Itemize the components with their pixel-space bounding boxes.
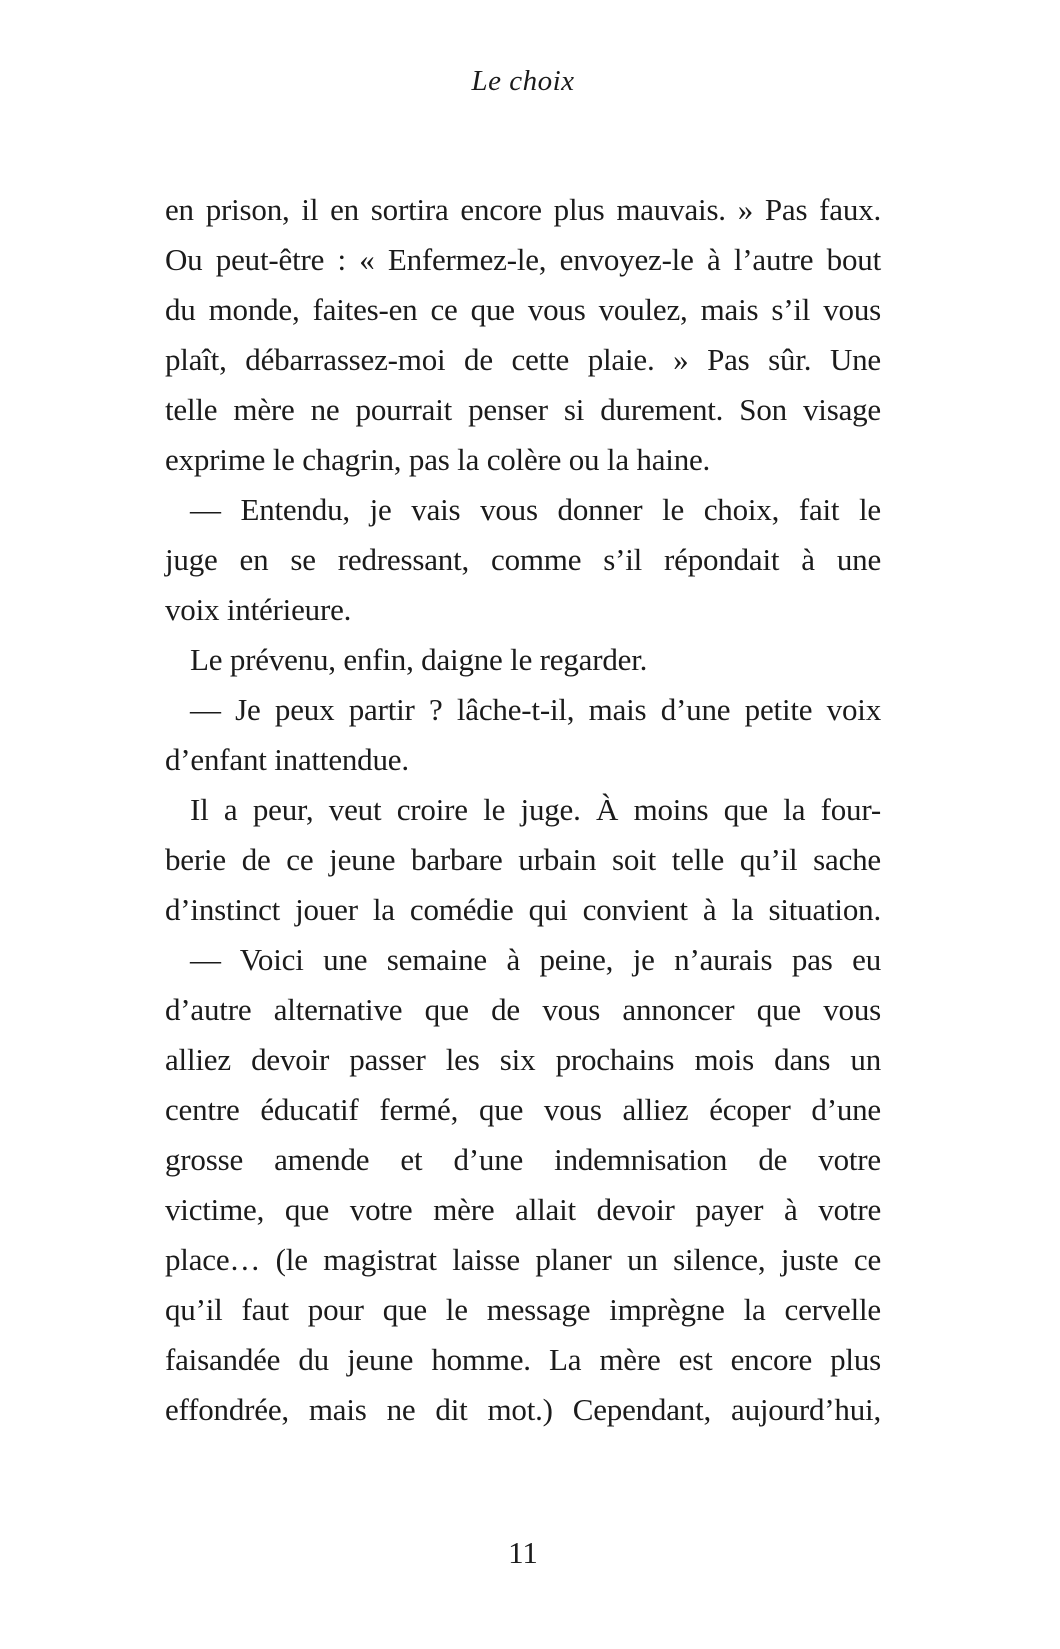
running-title: Le choix [471, 65, 575, 97]
text-line: effondrée, mais ne dit mot.) Cependant, aujourd’hui, [165, 1392, 881, 1427]
text-line: victime, que votre mère allait devoir payer à votre [165, 1192, 881, 1227]
text-line: juge en se redressant, comme s’il répondait à une [165, 542, 881, 577]
text-line: Le prévenu, enfin, daigne le regarder. [190, 642, 648, 677]
page-number: 11 [508, 1535, 538, 1570]
text-line: alliez devoir passer les six prochains mois dans un [165, 1042, 881, 1077]
text-line: plaît, débarrassez-moi de cette plaie. » Pas sûr. Une [165, 342, 881, 377]
text-line: du monde, faites-en ce que vous voulez, mais s’il vous [165, 292, 881, 327]
text-line: d’enfant inattendue. [165, 742, 409, 777]
text-line: centre éducatif fermé, que vous alliez écoper d’une [165, 1092, 881, 1127]
text-line: — Je peux partir ? lâche-t-il, mais d’une petite voix [190, 692, 881, 727]
text-line: berie de ce jeune barbare urbain soit telle qu’il sache [165, 842, 881, 877]
text-line: voix intérieure. [165, 592, 352, 627]
text-line: — Entendu, je vais vous donner le choix, fait le [190, 492, 881, 527]
text-line: — Voici une semaine à peine, je n’aurais pas eu [190, 942, 881, 977]
text-line: exprime le chagrin, pas la colère ou la haine. [165, 442, 711, 477]
text-line: faisandée du jeune homme. La mère est encore plus [165, 1342, 881, 1377]
text-line: qu’il faut pour que le message imprègne la cervelle [165, 1292, 881, 1327]
text-line: en prison, il en sortira encore plus mauvais. » Pas faux. [165, 192, 881, 227]
text-line: Il a peur, veut croire le juge. À moins que la four- [190, 792, 881, 827]
body-text [165, 185, 881, 1435]
text-line: d’instinct jouer la comédie qui convient à la situation. [165, 892, 881, 927]
text-line: place… (le magistrat laisse planer un silence, juste ce [165, 1242, 881, 1277]
text-line: grosse amende et d’une indemnisation de votre [165, 1142, 881, 1177]
text-line: telle mère ne pourrait penser si durement. Son visage [165, 392, 881, 427]
text-line: Ou peut-être : « Enfermez-le, envoyez-le à l’autre bout [165, 242, 881, 277]
text-line: d’autre alternative que de vous annoncer que vous [165, 992, 881, 1027]
